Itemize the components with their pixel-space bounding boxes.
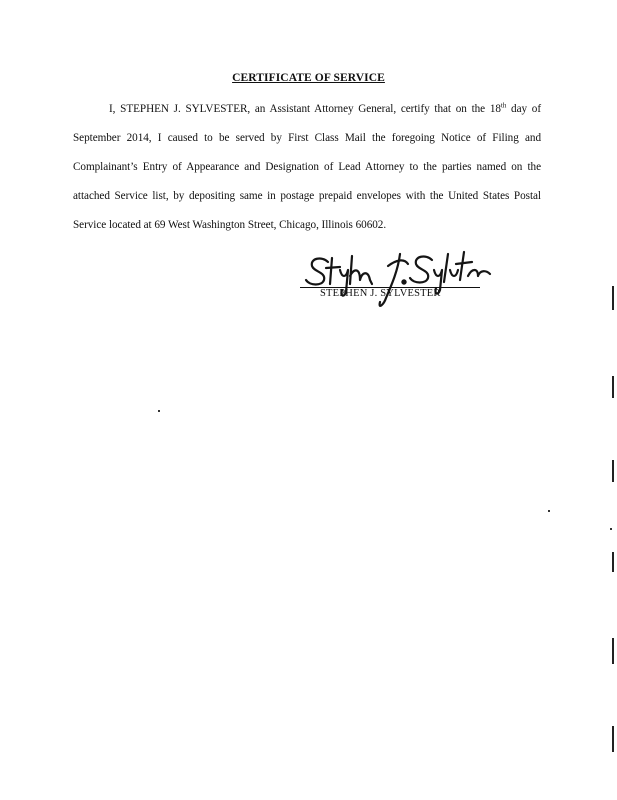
scan-speck xyxy=(548,510,550,512)
scan-speck xyxy=(610,528,612,530)
certificate-title: CERTIFICATE OF SERVICE xyxy=(232,72,385,84)
ordinal-superscript: th xyxy=(500,101,507,110)
handwritten-signature xyxy=(300,240,500,310)
scan-speck xyxy=(158,410,160,412)
scan-margin-mark xyxy=(612,460,614,482)
paragraph-text-2: day of September 2014, I caused to be served by First Class Mail the foregoing Notice of Filing and Complainant’s Entry of Appearance and Designation of Lead Attorney to the parties named on the attached Service list, by depositing same in postage prepaid envelopes with the United States Postal Service located at 69 West Washington Street, Chicago, Illinois 60602. xyxy=(73,103,541,231)
scan-margin-mark xyxy=(612,286,614,310)
scan-margin-mark xyxy=(612,638,614,664)
certificate-paragraph xyxy=(73,95,541,240)
scan-margin-mark xyxy=(612,726,614,752)
signer-name: STEPHEN J. SYLVESTER xyxy=(320,288,441,299)
signature-block xyxy=(300,240,500,310)
scan-margin-mark xyxy=(612,376,614,398)
scan-margin-mark xyxy=(612,552,614,572)
paragraph-text-1: I, STEPHEN J. SYLVESTER, an Assistant Attorney General, certify that on the 18 xyxy=(109,103,501,115)
